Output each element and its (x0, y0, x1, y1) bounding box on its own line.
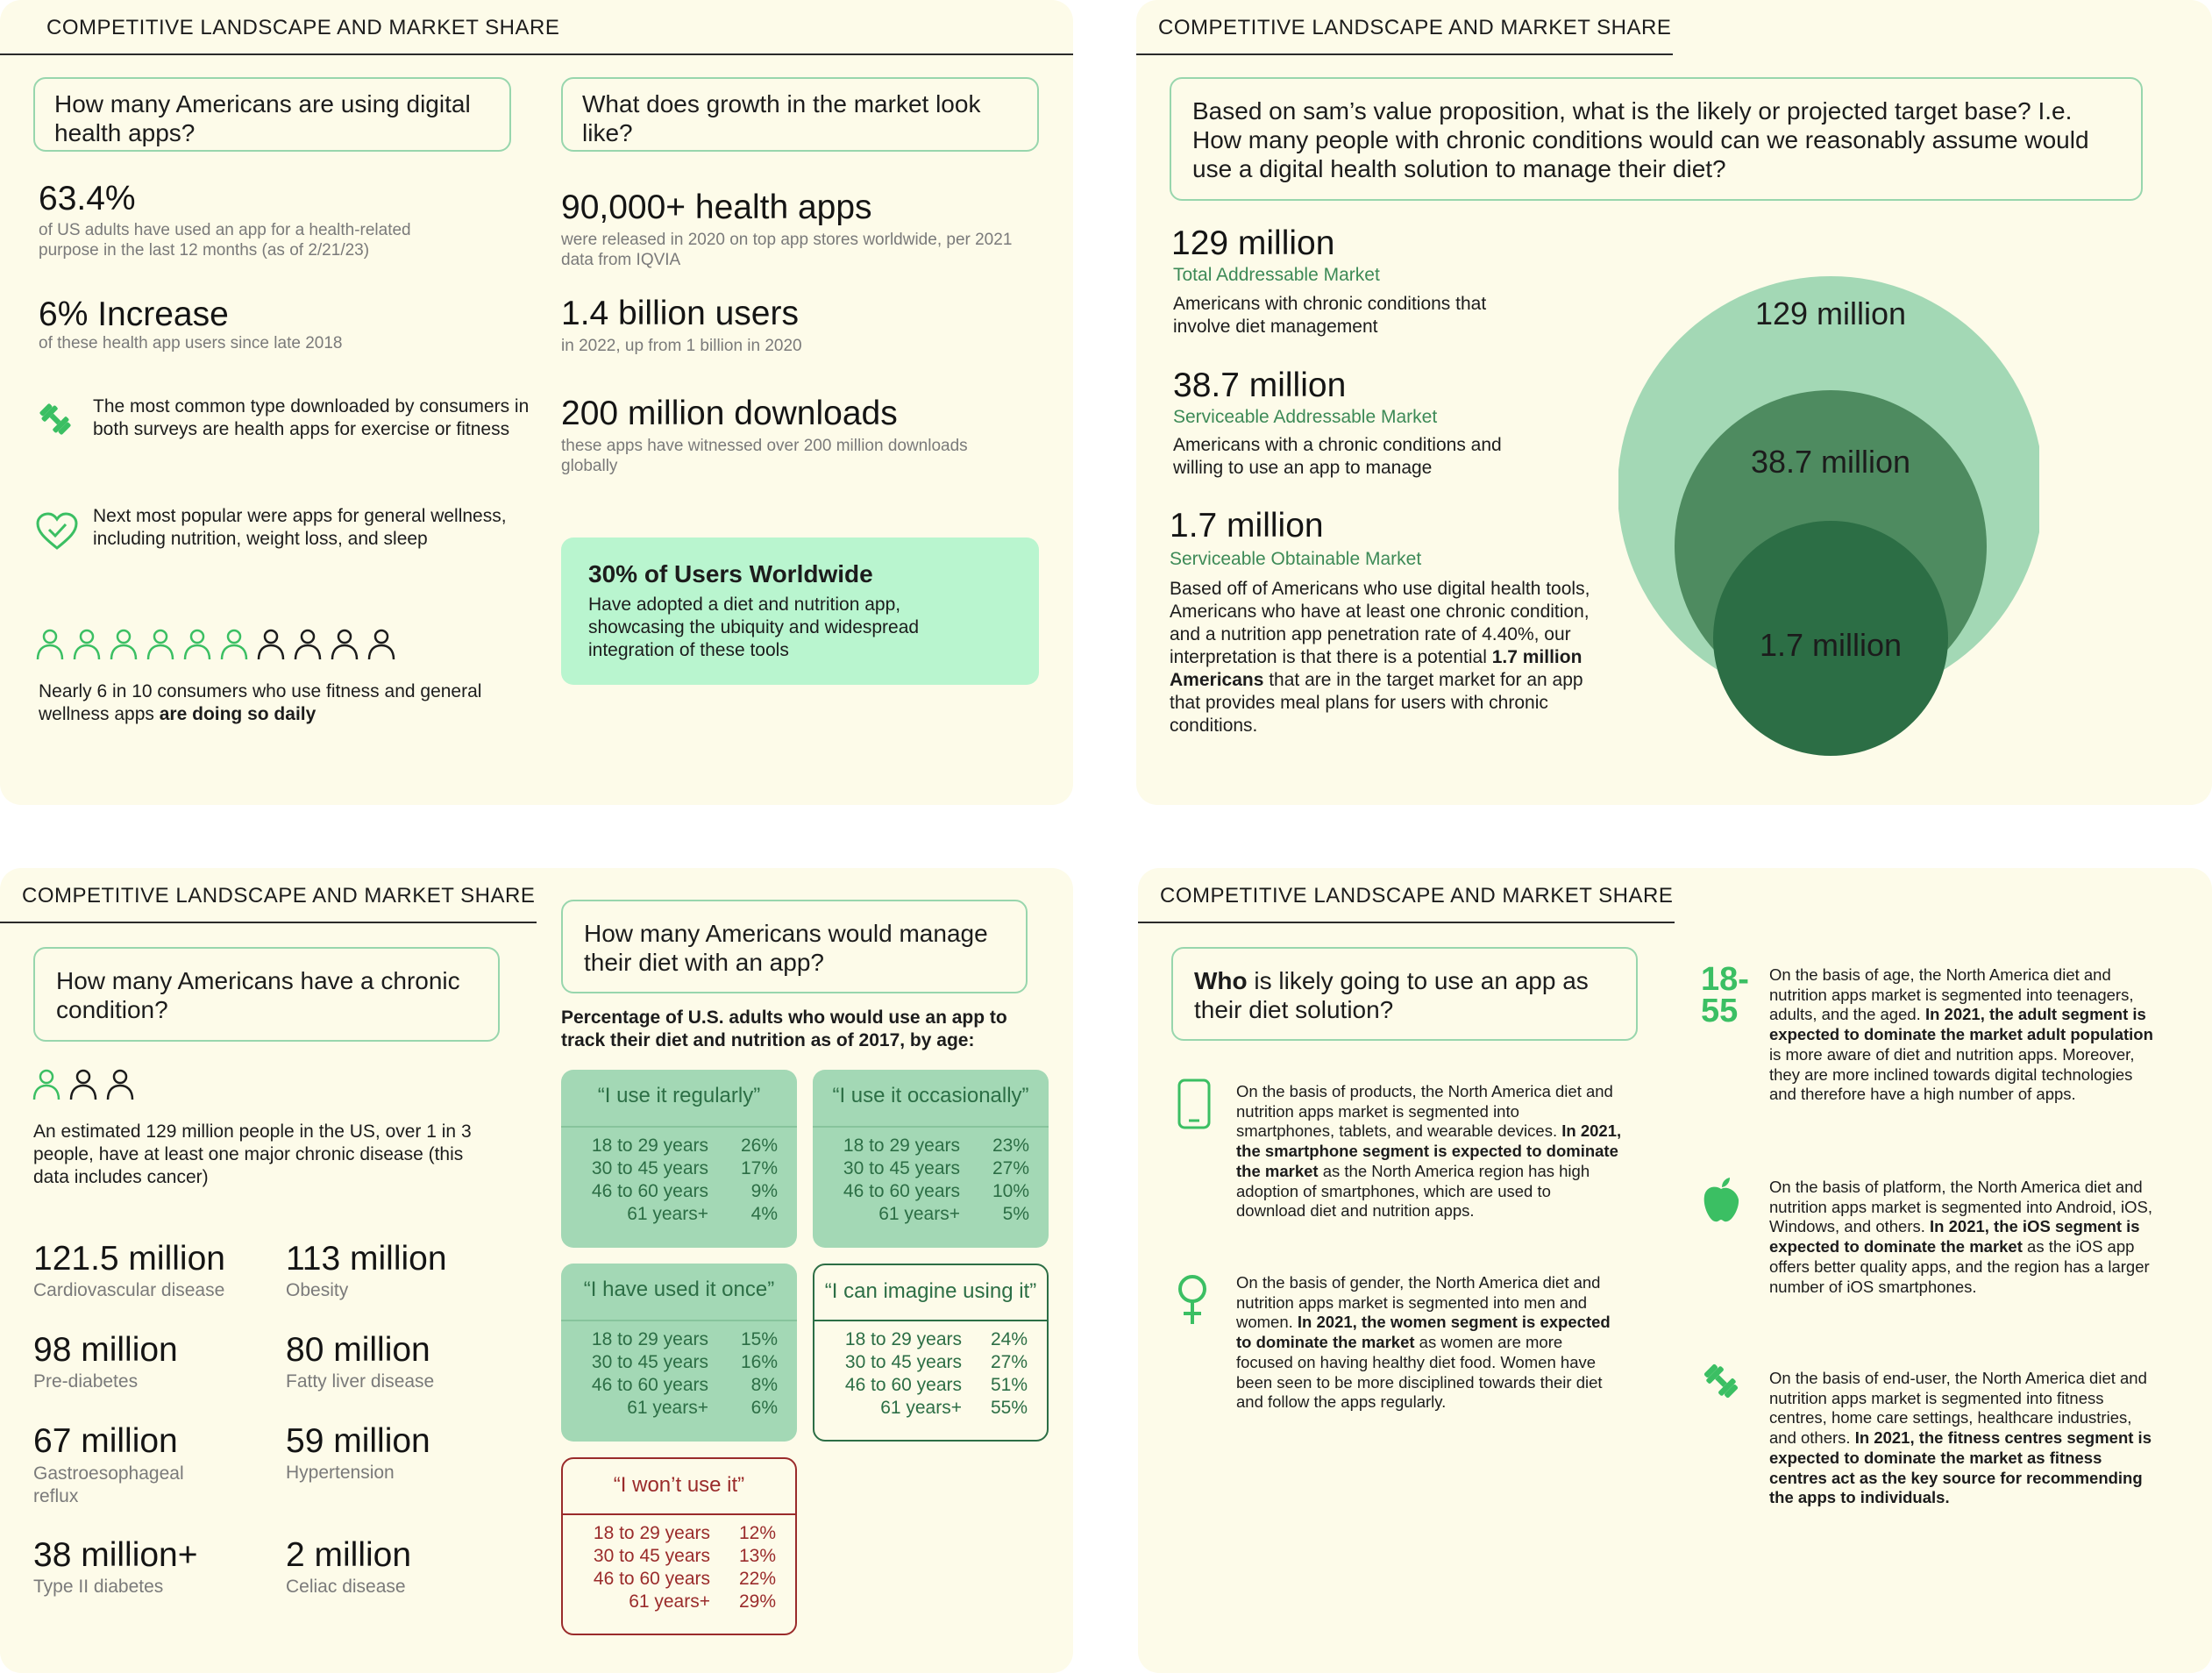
card-row: 30 to 45 years 17% (591, 1158, 778, 1178)
card-title: “I use it occasionally” (832, 1084, 1029, 1107)
question-box: Based on sam’s value proposition, what is the likely or projected target base? I.e. How many people with chronic conditions would can we reasonably assume would use a digital health solution to manage their diet? (1170, 77, 2143, 201)
condition-value: 2 million (286, 1536, 412, 1574)
survey-caption: Percentage of U.S. adults who would use an app to track their diet and nutrition as of 2017, by age: (561, 1007, 1007, 1050)
card-row: 30 to 45 years 16% (591, 1352, 778, 1372)
sam-value: 38.7 million (1173, 367, 1347, 404)
card-row: 18 to 29 years 26% (591, 1136, 778, 1156)
stat-value: 200 million downloads (561, 395, 898, 432)
sam-label: Serviceable Addressable Market (1173, 407, 1438, 427)
header-divider (0, 53, 1073, 55)
card-divider (563, 1513, 795, 1515)
section-header: COMPETITIVE LANDSCAPE AND MARKET SHARE (1158, 16, 1672, 39)
question-box: How many Americans would manage their diet with an app? (561, 900, 1028, 993)
age-badge-top: 18- (1701, 961, 1749, 998)
condition-value: 38 million+ (33, 1536, 198, 1574)
card-title: “I use it regularly” (597, 1084, 761, 1107)
survey-card-imagine-using (813, 1264, 1049, 1442)
condition-label: Hypertension (286, 1463, 395, 1483)
card-title: “I have used it once” (583, 1278, 775, 1301)
condition-value: 67 million (33, 1422, 178, 1460)
callout-box (561, 537, 1039, 685)
card-title: “I won’t use it” (613, 1473, 745, 1497)
apple-icon (1701, 1177, 1741, 1224)
som-value: 1.7 million (1170, 507, 1324, 545)
daily-usage-text: Nearly 6 in 10 consumers who use fitness and general wellness apps are doing so daily (39, 681, 482, 724)
header-divider (1138, 922, 1675, 923)
card-divider (814, 1320, 1047, 1321)
survey-card-wont-use (561, 1457, 797, 1635)
dumbbell-icon (35, 399, 75, 439)
stat-value: 90,000+ health apps (561, 189, 872, 226)
condition-label: Fatty liver disease (286, 1371, 435, 1392)
panel-chronic-conditions (0, 868, 1073, 1673)
age-range-badge (1701, 961, 1749, 1029)
enduser-text: On the basis of end-user, the North America diet and nutrition apps market is segmented into fitness centres, home care settings, healthcare industries, and others. In 2021, the fitness centres segment is expected to dominate the market as fitness centres act as the key source for recommending the apps to individuals. (1769, 1369, 2152, 1507)
card-rows (829, 1135, 1029, 1226)
card-row: 61 years+ 4% (627, 1204, 778, 1224)
condition-value: 80 million (286, 1331, 430, 1369)
question-box: How many Americans have a chronic condition? (33, 947, 500, 1042)
card-rows (577, 1135, 778, 1226)
card-rows (577, 1328, 778, 1420)
survey-card-used-once (561, 1264, 797, 1442)
stat-value: 6% Increase (39, 295, 229, 333)
condition-value: 121.5 million (33, 1240, 225, 1278)
panel-target-market (1136, 0, 2212, 805)
sam-desc: Americans with a chronic conditions and willing to use an app to manage (1173, 435, 1502, 478)
card-row: 46 to 60 years 8% (591, 1375, 778, 1395)
stat-value: 63.4% (39, 180, 136, 217)
card-row: 18 to 29 years 24% (844, 1329, 1028, 1349)
stat-desc: were released in 2020 on top app stores worldwide, per 2021 data from IQVIA (561, 231, 1013, 269)
tam-circle-label: 129 million (1754, 295, 1907, 331)
section-header: COMPETITIVE LANDSCAPE AND MARKET SHARE (46, 16, 560, 39)
people-row-6-of-10 (35, 628, 403, 663)
som-label: Serviceable Obtainable Market (1170, 549, 1422, 569)
card-row: 18 to 29 years 12% (593, 1523, 776, 1543)
heart-icon (35, 511, 79, 552)
section-header: COMPETITIVE LANDSCAPE AND MARKET SHARE (22, 884, 536, 908)
card-rows (579, 1522, 776, 1613)
question-box: What does growth in the market look like? (561, 77, 1039, 152)
dumbbell-icon (1699, 1359, 1743, 1403)
card-divider (561, 1320, 797, 1321)
condition-label: Type II diabetes (33, 1577, 164, 1597)
card-title: “I can imagine using it” (824, 1279, 1037, 1303)
gender-text: On the basis of gender, the North America diet and nutrition apps market is segmented into men and women. In 2021, the women segment is expected to dominate the market as women are more focused on having healthy diet food. Women have been seen to be more disciplined towards their diet and follow the apps regularly. (1236, 1273, 1611, 1412)
tam-value: 129 million (1171, 224, 1335, 262)
som-desc: Based off of Americans who use digital health tools, Americans who have at least one chronic condition, and a nutrition app penetration rate of 4.40%, our interpretation is that there is a potential 1.7 million Americans that are in the target market for an app that provides meal plans for users with chronic conditions. (1170, 579, 1590, 736)
survey-card-occasionally (813, 1070, 1049, 1248)
condition-label: Cardiovascular disease (33, 1280, 225, 1300)
condition-value: 98 million (33, 1331, 178, 1369)
header-divider (0, 922, 537, 923)
condition-label: Gastroesophageal reflux (33, 1463, 184, 1506)
stat-desc: of these health app users since late 2018 (39, 334, 343, 352)
callout-body: Have adopted a diet and nutrition app, showcasing the ubiquity and widespread integration of these tools (588, 594, 920, 660)
card-row: 46 to 60 years 51% (844, 1375, 1028, 1395)
chronic-estimate: An estimated 129 million people in the US, over 1 in 3 people, have at least one major chronic disease (this data includes cancer) (33, 1121, 472, 1187)
card-row: 61 years+ 5% (878, 1204, 1029, 1224)
card-row: 61 years+ 6% (627, 1398, 778, 1418)
card-row: 61 years+ 55% (880, 1398, 1028, 1418)
card-row: 30 to 45 years 27% (843, 1158, 1029, 1178)
survey-card-regularly (561, 1070, 797, 1248)
age-text: On the basis of age, the North America diet and nutrition apps market is segmented into teenagers, adults, and the aged. In 2021, the adult segment is expected to dominate the market adult population is more aware of diet and nutrition apps. Moreover, they are more inclined towards digital technologies and therefore have a high number of apps. (1769, 965, 2153, 1104)
condition-label: Obesity (286, 1280, 349, 1300)
condition-label: Celiac disease (286, 1577, 406, 1597)
card-row: 30 to 45 years 27% (844, 1352, 1028, 1372)
header-divider (1136, 53, 1673, 55)
sam-circle-label: 38.7 million (1750, 444, 1911, 480)
age-badge-bottom: 55 (1701, 993, 1739, 1029)
card-row: 18 to 29 years 15% (591, 1329, 778, 1349)
callout-title: 30% of Users Worldwide (588, 560, 873, 587)
stat-desc: these apps have witnessed over 200 million downloads globally (561, 437, 968, 475)
question-box: Who is likely going to use an app as their diet solution? (1171, 947, 1638, 1041)
card-row: 61 years+ 29% (629, 1591, 776, 1612)
condition-value: 59 million (286, 1422, 430, 1460)
stat-value: 1.4 billion users (561, 295, 799, 332)
card-row: 30 to 45 years 13% (593, 1546, 776, 1566)
question-box: How many Americans are using digital health apps? (33, 77, 511, 152)
card-divider (813, 1126, 1049, 1128)
card-row: 46 to 60 years 10% (843, 1181, 1029, 1201)
card-row: 46 to 60 years 9% (591, 1181, 778, 1201)
tam-label: Total Addressable Market (1173, 265, 1380, 285)
female-icon (1173, 1273, 1212, 1326)
card-divider (561, 1126, 797, 1128)
stat-desc: in 2022, up from 1 billion in 2020 (561, 337, 802, 355)
stat-desc: of US adults have used an app for a health-related purpose in the last 12 months (as of 2/21/23) (39, 221, 411, 260)
condition-value: 113 million (286, 1240, 447, 1278)
section-header: COMPETITIVE LANDSCAPE AND MARKET SHARE (1160, 884, 1674, 908)
panel-user-segments (1138, 868, 2212, 1673)
platform-text: On the basis of platform, the North America diet and nutrition apps market is segmented into Android, iOS, Windows, and others. In 2021, the iOS segment is expected to dominate the market as the iOS app offers better quality apps, and the region has a larger number of iOS smartphones. (1769, 1178, 2153, 1296)
condition-label: Pre-diabetes (33, 1371, 139, 1392)
panel-digital-health-usage (0, 0, 1073, 805)
tam-desc: Americans with chronic conditions that involve diet management (1173, 294, 1487, 337)
card-row: 46 to 60 years 22% (593, 1569, 776, 1589)
market-size-circles (1618, 230, 2039, 756)
wellness-text: Next most popular were apps for general wellness, including nutrition, weight loss, and sleep (93, 506, 507, 549)
card-rows (830, 1328, 1028, 1420)
card-row: 18 to 29 years 23% (843, 1136, 1029, 1156)
som-circle-label: 1.7 million (1759, 627, 1903, 663)
people-row-1-of-3 (32, 1068, 142, 1103)
products-text: On the basis of products, the North America diet and nutrition apps market is segmented into smartphones, tablets, and wearable devices. In 2021, the smartphone segment is expected to dominate the market as the North America region has high adoption of smartphones, which are used to download diet and nutrition apps. (1236, 1082, 1622, 1221)
smartphone-icon (1177, 1079, 1212, 1129)
fitness-text: The most common type downloaded by consumers in both surveys are health apps for exercise or fitness (93, 396, 530, 439)
